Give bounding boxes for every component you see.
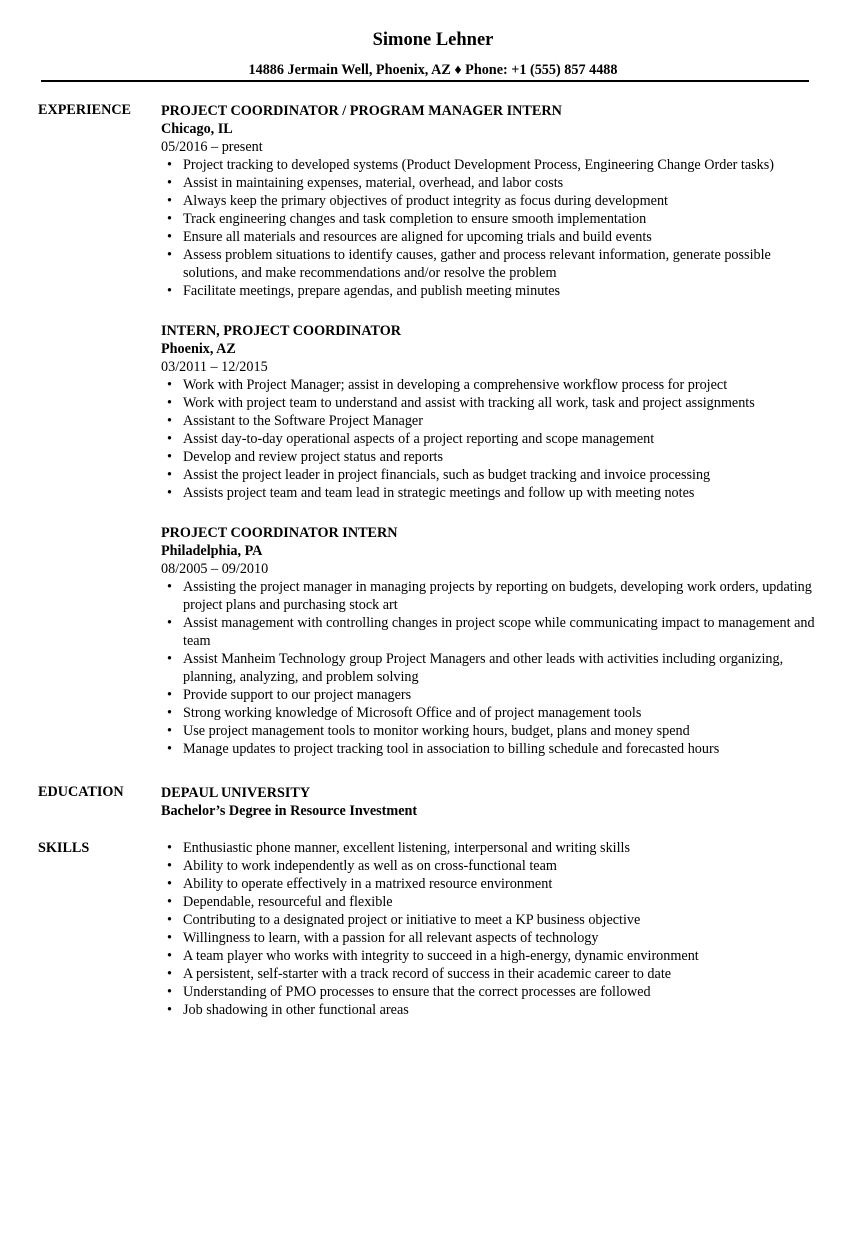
list-item: • Dependable, resourceful and flexible <box>161 893 821 911</box>
degree: Bachelor’s Degree in Resource Investment <box>161 803 418 819</box>
list-item: • Strong working knowledge of Microsoft Office and of project management tools <box>161 704 821 722</box>
list-item: • Always keep the primary objectives of product integrity as focus during development <box>161 192 821 210</box>
list-item: • Assist in maintaining expenses, material, overhead, and labor costs <box>161 174 821 192</box>
list-item: • Provide support to our project managers <box>161 686 821 704</box>
job-title: PROJECT COORDINATOR INTERN <box>161 525 398 541</box>
education-section-label: EDUCATION <box>38 784 124 800</box>
list-item: • Work with project team to understand and assist with tracking all work, task and project assignments <box>161 394 821 412</box>
list-item: • A team player who works with integrity to succeed in a high-energy, dynamic environment <box>161 947 821 965</box>
skills-section-label: SKILLS <box>38 840 90 856</box>
header-divider <box>41 80 809 82</box>
list-item: • Ability to work independently as well as on cross-functional team <box>161 857 821 875</box>
list-item: • Willingness to learn, with a passion for all relevant aspects of technology <box>161 929 821 947</box>
job-entry <box>161 524 821 758</box>
list-item: • Assist the project leader in project financials, such as budget tracking and invoice processing <box>161 466 821 484</box>
list-item: • Assist Manheim Technology group Project Managers and other leads with activities including organizing, planning, analyzing, and problem solving <box>161 650 821 686</box>
education-entry <box>161 784 821 820</box>
job-bullet-list <box>161 376 821 502</box>
list-item: • Develop and review project status and reports <box>161 448 821 466</box>
list-item: • Project tracking to developed systems (Product Development Process, Engineering Change Order tasks) <box>161 156 821 174</box>
list-item: • Work with Project Manager; assist in developing a comprehensive workflow process for project <box>161 376 821 394</box>
job-bullet-list <box>161 156 821 300</box>
skills-list <box>161 839 821 1019</box>
skills-list-block <box>161 839 821 1019</box>
list-item: • Track engineering changes and task completion to ensure smooth implementation <box>161 210 821 228</box>
experience-section-label: EXPERIENCE <box>38 102 132 118</box>
job-dates: 03/2011 – 12/2015 <box>161 359 268 375</box>
list-item: • Enthusiastic phone manner, excellent listening, interpersonal and writing skills <box>161 839 821 857</box>
school-name: DEPAUL UNIVERSITY <box>161 785 311 801</box>
list-item: • Assist day-to-day operational aspects of a project reporting and scope management <box>161 430 821 448</box>
job-entry <box>161 102 821 300</box>
list-item: • Assists project team and team lead in strategic meetings and follow up with meeting notes <box>161 484 821 502</box>
list-item: • Job shadowing in other functional areas <box>161 1001 821 1019</box>
job-dates: 08/2005 – 09/2010 <box>161 561 269 577</box>
list-item: • Assess problem situations to identify causes, gather and process relevant information, generate possible solutions, and make recommendations and/or resolve the problem <box>161 246 821 282</box>
list-item: • Use project management tools to monitor working hours, budget, plans and money spend <box>161 722 821 740</box>
list-item: • Assistant to the Software Project Manager <box>161 412 821 430</box>
list-item: • Assist management with controlling changes in project scope while communicating impact to management and team <box>161 614 821 650</box>
candidate-name: Simone Lehner <box>372 30 494 50</box>
job-title: INTERN, PROJECT COORDINATOR <box>161 323 402 339</box>
list-item: • Contributing to a designated project or initiative to meet a KP business objective <box>161 911 821 929</box>
list-item: • Assisting the project manager in managing projects by reporting on budgets, developing work orders, updating project plans and purchasing stock art <box>161 578 821 614</box>
contact-line: 14886 Jermain Well, Phoenix, AZ ♦ Phone: +1 (555) 857 4488 <box>248 62 618 78</box>
job-title: PROJECT COORDINATOR / PROGRAM MANAGER INTERN <box>161 103 562 119</box>
list-item: • Ability to operate effectively in a matrixed resource environment <box>161 875 821 893</box>
list-item: • A persistent, self-starter with a track record of success in their academic career to date <box>161 965 821 983</box>
job-bullet-list <box>161 578 821 758</box>
job-location: Philadelphia, PA <box>161 543 263 559</box>
list-item: • Facilitate meetings, prepare agendas, and publish meeting minutes <box>161 282 821 300</box>
list-item: • Understanding of PMO processes to ensure that the correct processes are followed <box>161 983 821 1001</box>
list-item: • Ensure all materials and resources are aligned for upcoming trials and build events <box>161 228 821 246</box>
list-item: • Manage updates to project tracking tool in association to billing schedule and forecasted hours <box>161 740 821 758</box>
job-location: Phoenix, AZ <box>161 341 236 357</box>
job-entry <box>161 322 821 502</box>
job-dates: 05/2016 – present <box>161 139 263 155</box>
job-location: Chicago, IL <box>161 121 233 137</box>
